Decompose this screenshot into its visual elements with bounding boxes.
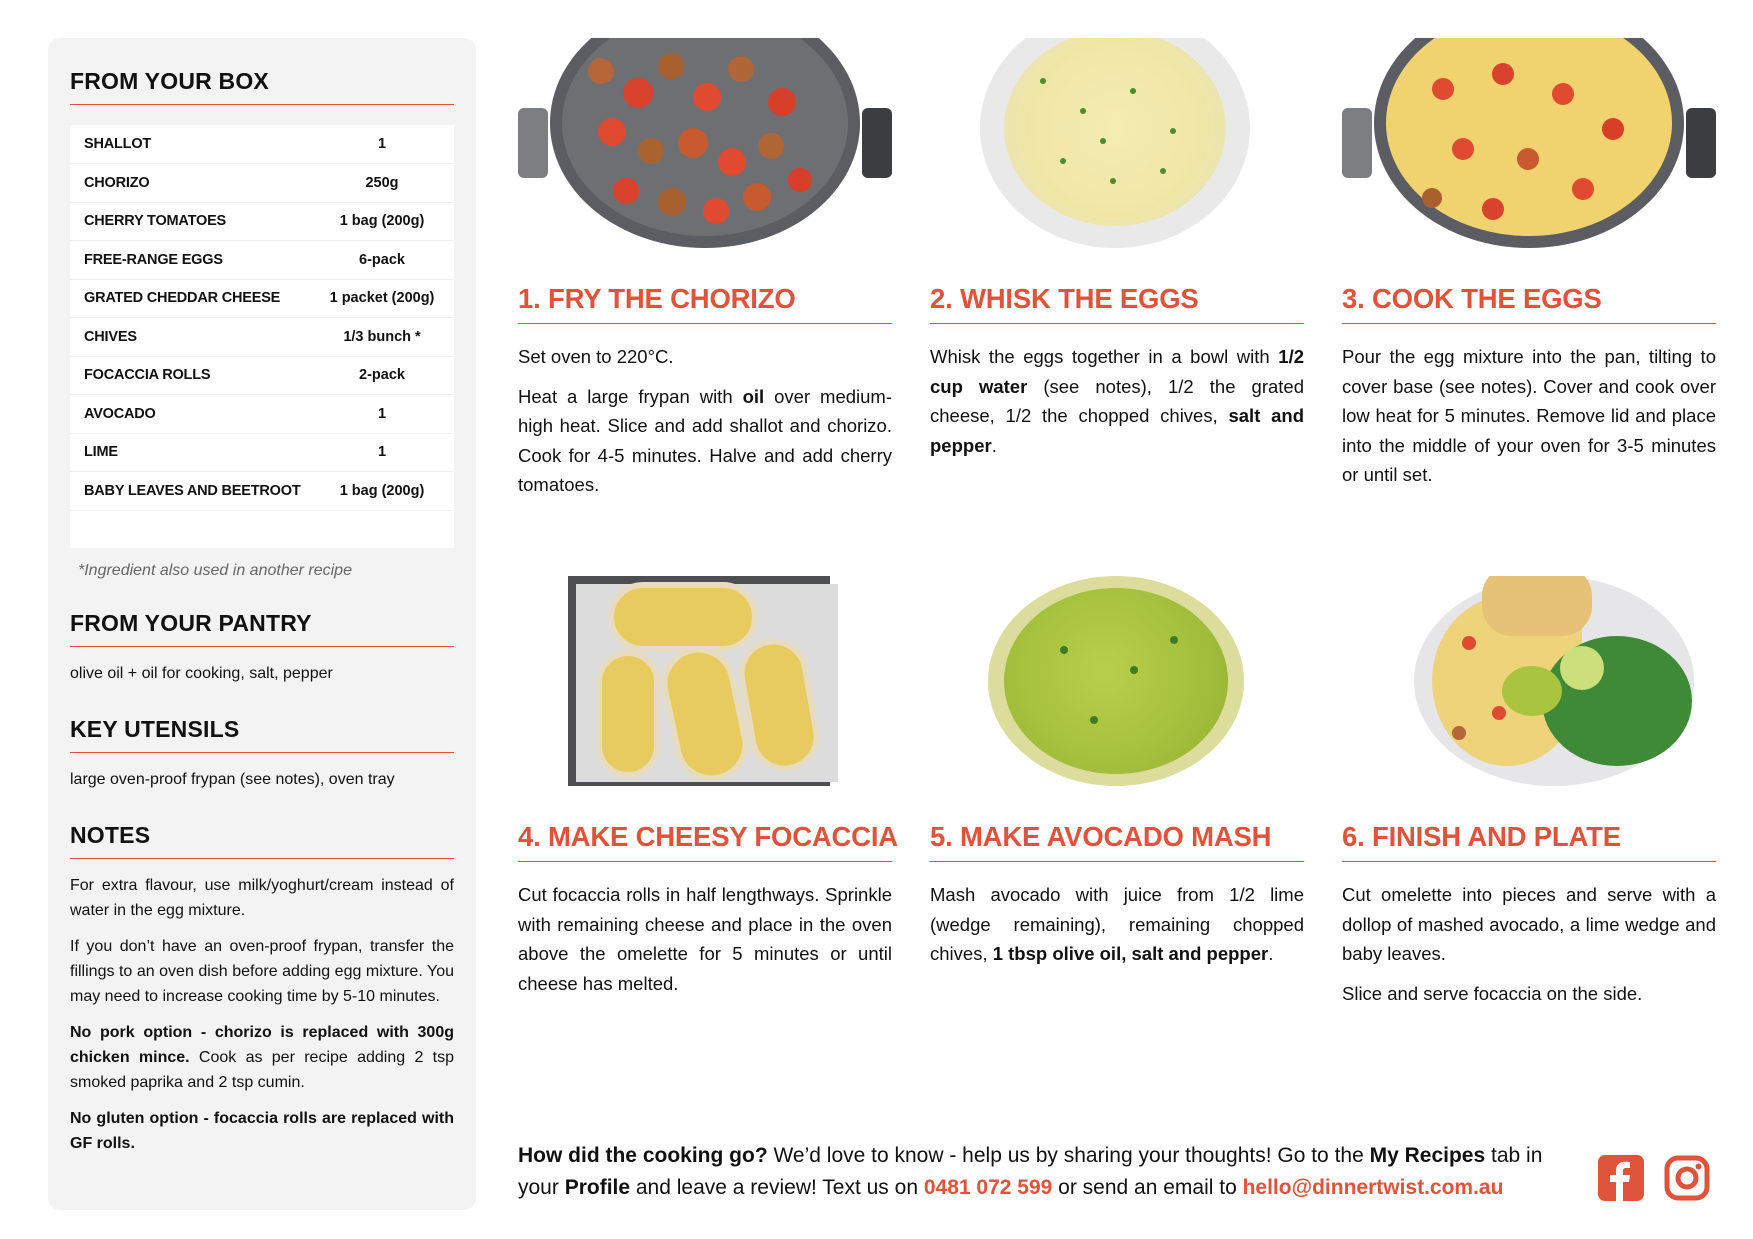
ingredient-qty: 250g	[310, 164, 454, 203]
ingredient-name: FREE-RANGE EGGS	[70, 241, 310, 280]
ingredient-qty: 1 bag (200g)	[310, 472, 454, 511]
ingredient-name: SHALLOT	[70, 125, 310, 164]
profile-label: Profile	[564, 1176, 631, 1199]
ingredient-name: CHORIZO	[70, 164, 310, 203]
table-row	[70, 125, 454, 164]
from-box-title: FROM YOUR BOX	[70, 68, 454, 105]
table-row	[70, 318, 454, 357]
step-title: 4. MAKE CHEESY FOCACCIA	[518, 821, 892, 862]
step-text: Pour the egg mixture into the pan, tilting to cover base (see notes). Cover and cook over low heat for 5 minutes. Remove lid and place into the middle of your oven for 3-5 minutes or until set.	[1342, 346, 1716, 485]
step-title: 2. WHISK THE EGGS	[930, 283, 1304, 324]
ingredient-footnote: *Ingredient also used in another recipe	[78, 562, 352, 579]
step-photo-cooking-eggs	[1342, 38, 1716, 248]
step-instructions	[1342, 880, 1716, 1008]
step-title: 1. FRY THE CHORIZO	[518, 283, 892, 324]
ingredient-qty: 1	[310, 395, 454, 434]
step-text: Mash avocado with juice from 1/2 lime (wedge remaining), remaining chopped chives, 1 tbsp olive oil, salt and pepper.	[930, 884, 1304, 964]
step-title: 5. MAKE AVOCADO MASH	[930, 821, 1304, 862]
pantry-text: olive oil + oil for cooking, salt, pepper	[70, 665, 333, 682]
step-photo-cheesy-focaccia	[518, 576, 892, 786]
pantry-title: FROM YOUR PANTRY	[70, 610, 454, 647]
step-text: Heat a large frypan with oil over medium-high heat. Slice and add shallot and chorizo. Cook for 4-5 minutes. Halve and add cherry tomatoes.	[518, 385, 892, 495]
note-bold: No pork option - chorizo is replaced with 300g chicken mince.	[70, 1024, 454, 1066]
notes-section	[70, 822, 454, 1156]
step-text: Cut omelette into pieces and serve with a dollop of mashed avocado, a lime wedge and baby leaves.	[1342, 884, 1716, 964]
step-2	[930, 38, 1304, 470]
ingredient-name: GRATED CHEDDAR CHEESE	[70, 279, 310, 318]
step-instructions	[1342, 342, 1716, 490]
ingredient-qty: 1	[310, 433, 454, 472]
ingredient-qty: 1 packet (200g)	[310, 279, 454, 318]
my-recipes-label: My Recipes	[1369, 1144, 1486, 1167]
step-1	[518, 38, 892, 510]
utensils-title: KEY UTENSILS	[70, 716, 454, 753]
ingredient-qty: 1 bag (200g)	[310, 202, 454, 241]
ingredient-name: CHERRY TOMATOES	[70, 202, 310, 241]
note-bold: No gluten option - focaccia rolls are replaced with GF rolls.	[70, 1110, 454, 1152]
step-text: Whisk the eggs together in a bowl with 1/2 cup water (see notes), 1/2 the grated cheese, 1/2 the chopped chives, salt and pepper.	[930, 346, 1305, 456]
note-item	[70, 1106, 454, 1156]
step-text: Cut focaccia rolls in half lengthways. Sprinkle with remaining cheese and place in the oven above the omelette for 5 minutes or until cheese has melted.	[518, 884, 892, 994]
step-photo-avocado-mash	[930, 576, 1304, 786]
table-row	[70, 241, 454, 280]
ingredient-qty: 6-pack	[310, 241, 454, 280]
note-item: If you don’t have an oven-proof frypan, transfer the fillings to an oven dish before adding egg mixture. You may need to increase cooking time by 5-10 minutes.	[70, 938, 454, 1005]
table-row	[70, 433, 454, 472]
ingredient-name: BABY LEAVES AND BEETROOT	[70, 472, 310, 511]
table-row	[70, 472, 454, 511]
ingredient-qty: 2-pack	[310, 356, 454, 395]
step-photo-whisked-eggs	[930, 38, 1304, 248]
step-instructions	[518, 342, 892, 500]
step-text: Slice and serve focaccia on the side.	[1342, 982, 1643, 1004]
step-title: 3. COOK THE EGGS	[1342, 283, 1716, 324]
ingredient-qty: 1/3 bunch *	[310, 318, 454, 357]
step-6	[1342, 576, 1716, 1018]
step-instructions	[930, 342, 1304, 460]
ingredient-qty: 1	[310, 125, 454, 164]
feedback-footer: How did the cooking go? We’d love to know - help us by sharing your thoughts! Go to the My Recipes tab in your Profile and leave a review! Text us on 0481 072 599 or send an email to hello@dinnertwist.com.au	[518, 1144, 1543, 1199]
table-row	[70, 395, 454, 434]
step-text: Set oven to 220°C.	[518, 346, 674, 367]
table-row	[70, 164, 454, 203]
email-link[interactable]: hello@dinnertwist.com.au	[1242, 1176, 1504, 1199]
note-text: Cook as per recipe adding 2 tsp smoked paprika and 2 tsp cumin.	[70, 1049, 455, 1091]
instagram-icon[interactable]	[1664, 1155, 1710, 1201]
ingredient-name: LIME	[70, 433, 310, 472]
step-photo-frying-chorizo	[518, 38, 892, 248]
ingredient-name: FOCACCIA ROLLS	[70, 356, 310, 395]
feedback-question: How did the cooking go?	[518, 1144, 768, 1167]
ingredients-table	[70, 125, 454, 548]
table-row	[70, 279, 454, 318]
table-row-empty	[70, 510, 454, 548]
notes-title: NOTES	[70, 822, 454, 859]
ingredients-sidebar	[48, 38, 476, 1210]
step-photo-plated-omelette	[1342, 576, 1716, 786]
utensils-text: large oven-proof frypan (see notes), oven tray	[70, 771, 395, 788]
note-item: For extra flavour, use milk/yoghurt/cream instead of water in the egg mixture.	[70, 877, 454, 919]
note-item	[70, 1020, 454, 1095]
step-title: 6. FINISH AND PLATE	[1342, 821, 1716, 862]
facebook-icon[interactable]	[1598, 1155, 1644, 1201]
ingredient-name: AVOCADO	[70, 395, 310, 434]
phone-link[interactable]: 0481 072 599	[923, 1176, 1053, 1199]
utensils-section	[70, 716, 454, 792]
pantry-section	[70, 610, 454, 686]
table-row	[70, 356, 454, 395]
step-3	[1342, 38, 1716, 500]
step-instructions	[518, 880, 892, 998]
step-4	[518, 576, 898, 1008]
step-5	[930, 576, 1304, 979]
ingredient-name: CHIVES	[70, 318, 310, 357]
step-instructions	[930, 880, 1304, 969]
table-row	[70, 202, 454, 241]
